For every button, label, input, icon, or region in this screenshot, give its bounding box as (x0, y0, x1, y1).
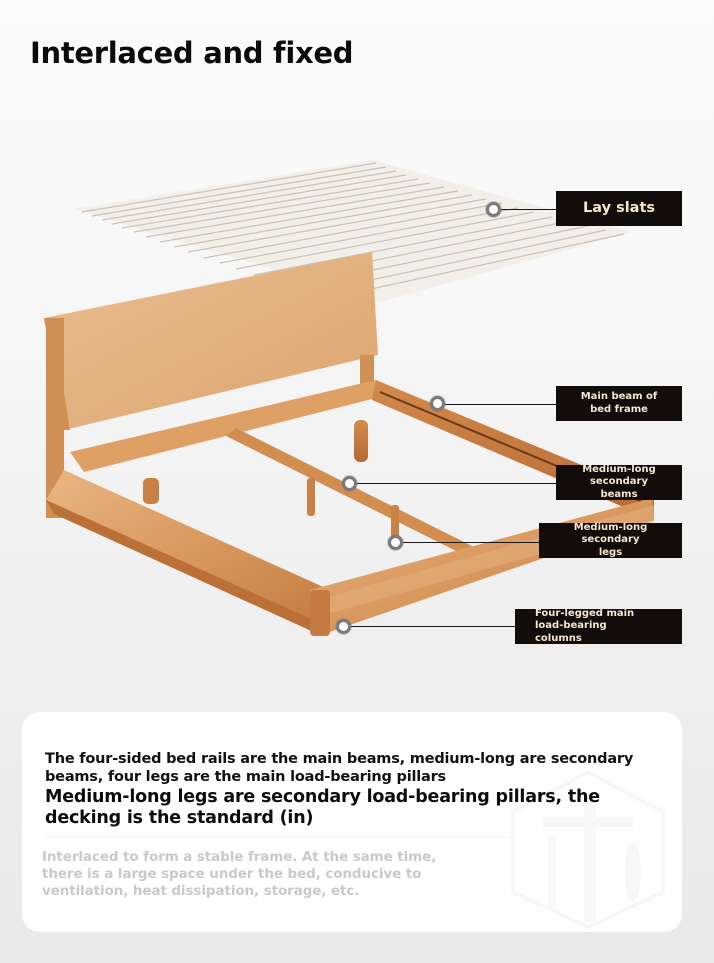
description-secondary-pillars: Medium-long legs are secondary load-bearing pillars, the decking is the standard (in) (45, 787, 600, 828)
callout-line-main-columns (348, 626, 515, 627)
label-main-columns: Four-legged main load-bearing columns (515, 609, 682, 644)
description-stability: Interlaced to form a stable frame. At the same time, there is a large space under the bed, conducive to ventilation, heat dissipation, storage, etc. (42, 849, 437, 899)
label-main-beam: Main beam of bed frame (556, 386, 682, 421)
callout-line-secondary-legs (400, 542, 539, 543)
description-card (22, 712, 682, 932)
callout-dot-lay-slats (486, 202, 501, 217)
card-divider (45, 836, 515, 837)
label-secondary-legs: Medium-long secondary legs (539, 523, 682, 558)
label-lay-slats: Lay slats (556, 191, 682, 226)
callout-dot-secondary-legs (388, 535, 403, 550)
callout-dot-secondary-beams (342, 476, 357, 491)
callout-dot-main-beam (430, 396, 445, 411)
label-secondary-beams: Medium-long secondary beams (556, 465, 682, 500)
page-title: Interlaced and fixed (30, 36, 354, 70)
callout-dot-main-columns (336, 619, 351, 634)
callout-line-lay-slats (498, 209, 556, 210)
description-main-beams: The four-sided bed rails are the main beams, medium-long are secondary beams, four legs are the main load-bearing pillars (45, 751, 634, 785)
callout-line-main-beam (442, 404, 556, 405)
callout-line-secondary-beams (354, 483, 556, 484)
